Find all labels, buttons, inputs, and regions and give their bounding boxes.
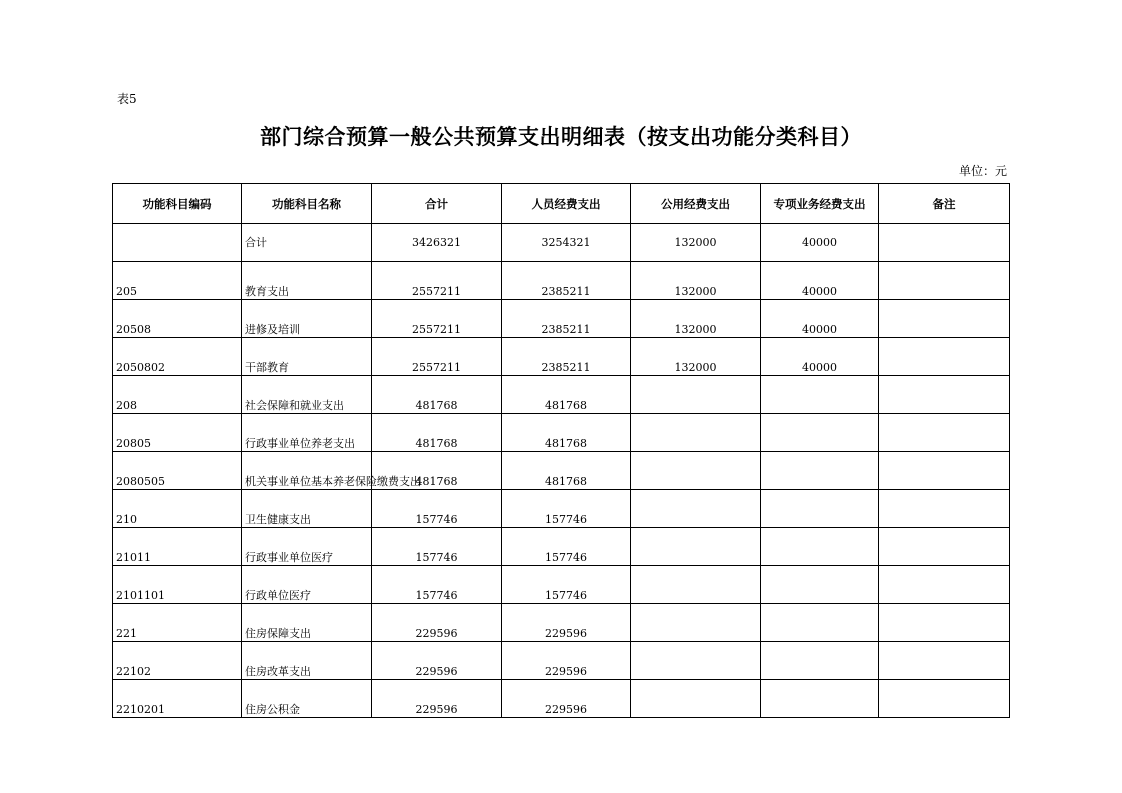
- note-cell: [879, 338, 1010, 376]
- name-cell: 教育支出: [242, 262, 372, 300]
- total-cell: 481768: [372, 376, 502, 414]
- public-cell: 132000: [631, 262, 761, 300]
- table-row: [113, 452, 1010, 490]
- special-cell: [761, 680, 879, 718]
- note-cell: [879, 604, 1010, 642]
- page-title: 部门综合预算一般公共预算支出明细表（按支出功能分类科目）: [260, 125, 862, 149]
- table-row: [113, 642, 1010, 680]
- note-cell: [879, 490, 1010, 528]
- special-cell: [761, 604, 879, 642]
- name-cell: 住房改革支出: [242, 642, 372, 680]
- special-cell: [761, 528, 879, 566]
- name-cell: 住房保障支出: [242, 604, 372, 642]
- name-cell: 住房公积金: [242, 680, 372, 718]
- personnel-cell: 157746: [502, 566, 631, 604]
- special-cell: [761, 566, 879, 604]
- note-cell: [879, 566, 1010, 604]
- personnel-cell: 229596: [502, 642, 631, 680]
- name-cell: 卫生健康支出: [242, 490, 372, 528]
- table-row: [113, 566, 1010, 604]
- header-row: [113, 184, 1010, 224]
- personnel-cell: 157746: [502, 528, 631, 566]
- code-cell: 210: [113, 490, 242, 528]
- special-cell: [761, 414, 879, 452]
- name-cell: 行政事业单位养老支出: [242, 414, 372, 452]
- budget-table: [112, 183, 1010, 718]
- header-total: 合计: [372, 184, 502, 224]
- note-cell: [879, 262, 1010, 300]
- public-cell: [631, 642, 761, 680]
- personnel-cell: 481768: [502, 376, 631, 414]
- name-cell: 机关事业单位基本养老保险缴费支出: [242, 452, 372, 490]
- code-cell: 221: [113, 604, 242, 642]
- code-cell: [113, 224, 242, 262]
- note-cell: [879, 300, 1010, 338]
- total-cell: 481768: [372, 414, 502, 452]
- special-cell: 40000: [761, 338, 879, 376]
- header-public: 公用经费支出: [631, 184, 761, 224]
- note-cell: [879, 452, 1010, 490]
- table-row: [113, 528, 1010, 566]
- table-row: [113, 262, 1010, 300]
- total-cell: 229596: [372, 642, 502, 680]
- public-cell: [631, 604, 761, 642]
- total-cell: 3426321: [372, 224, 502, 262]
- total-cell: 157746: [372, 528, 502, 566]
- name-cell: 进修及培训: [242, 300, 372, 338]
- special-cell: [761, 376, 879, 414]
- public-cell: [631, 452, 761, 490]
- special-cell: 40000: [761, 300, 879, 338]
- public-cell: [631, 680, 761, 718]
- name-cell: 行政事业单位医疗: [242, 528, 372, 566]
- public-cell: 132000: [631, 224, 761, 262]
- note-cell: [879, 414, 1010, 452]
- code-cell: 2080505: [113, 452, 242, 490]
- name-cell: 社会保障和就业支出: [242, 376, 372, 414]
- note-cell: [879, 224, 1010, 262]
- table-row: [113, 604, 1010, 642]
- public-cell: [631, 376, 761, 414]
- public-cell: [631, 490, 761, 528]
- public-cell: [631, 528, 761, 566]
- special-cell: [761, 490, 879, 528]
- personnel-cell: 3254321: [502, 224, 631, 262]
- table-row: [113, 338, 1010, 376]
- total-cell: 2557211: [372, 338, 502, 376]
- header-note: 备注: [879, 184, 1010, 224]
- name-cell: 行政单位医疗: [242, 566, 372, 604]
- personnel-cell: 2385211: [502, 262, 631, 300]
- name-cell: 干部教育: [242, 338, 372, 376]
- personnel-cell: 2385211: [502, 300, 631, 338]
- header-special: 专项业务经费支出: [761, 184, 879, 224]
- table-row: [113, 414, 1010, 452]
- table-row: [113, 680, 1010, 718]
- note-cell: [879, 642, 1010, 680]
- note-cell: [879, 376, 1010, 414]
- special-cell: [761, 642, 879, 680]
- header-personnel: 人员经费支出: [502, 184, 631, 224]
- public-cell: [631, 414, 761, 452]
- header-name: 功能科目名称: [242, 184, 372, 224]
- code-cell: 205: [113, 262, 242, 300]
- total-cell: 2557211: [372, 262, 502, 300]
- name-cell: 合计: [242, 224, 372, 262]
- total-cell: 229596: [372, 604, 502, 642]
- table-row: [113, 490, 1010, 528]
- code-cell: 21011: [113, 528, 242, 566]
- table-row: [113, 224, 1010, 262]
- code-cell: 2210201: [113, 680, 242, 718]
- code-cell: 2050802: [113, 338, 242, 376]
- special-cell: 40000: [761, 224, 879, 262]
- personnel-cell: 481768: [502, 414, 631, 452]
- personnel-cell: 229596: [502, 604, 631, 642]
- unit-label: 单位：元: [958, 164, 1007, 178]
- code-cell: 2101101: [113, 566, 242, 604]
- code-cell: 208: [113, 376, 242, 414]
- code-cell: 20805: [113, 414, 242, 452]
- public-cell: 132000: [631, 338, 761, 376]
- header-code: 功能科目编码: [113, 184, 242, 224]
- table-number: 表5: [117, 92, 137, 106]
- total-cell: 157746: [372, 490, 502, 528]
- total-cell: 157746: [372, 566, 502, 604]
- personnel-cell: 157746: [502, 490, 631, 528]
- special-cell: 40000: [761, 262, 879, 300]
- total-cell: 229596: [372, 680, 502, 718]
- public-cell: [631, 566, 761, 604]
- table-row: [113, 300, 1010, 338]
- special-cell: [761, 452, 879, 490]
- total-cell: 2557211: [372, 300, 502, 338]
- table-row: [113, 376, 1010, 414]
- code-cell: 22102: [113, 642, 242, 680]
- code-cell: 20508: [113, 300, 242, 338]
- total-cell: 481768: [372, 452, 502, 490]
- public-cell: 132000: [631, 300, 761, 338]
- personnel-cell: 481768: [502, 452, 631, 490]
- note-cell: [879, 680, 1010, 718]
- personnel-cell: 229596: [502, 680, 631, 718]
- note-cell: [879, 528, 1010, 566]
- personnel-cell: 2385211: [502, 338, 631, 376]
